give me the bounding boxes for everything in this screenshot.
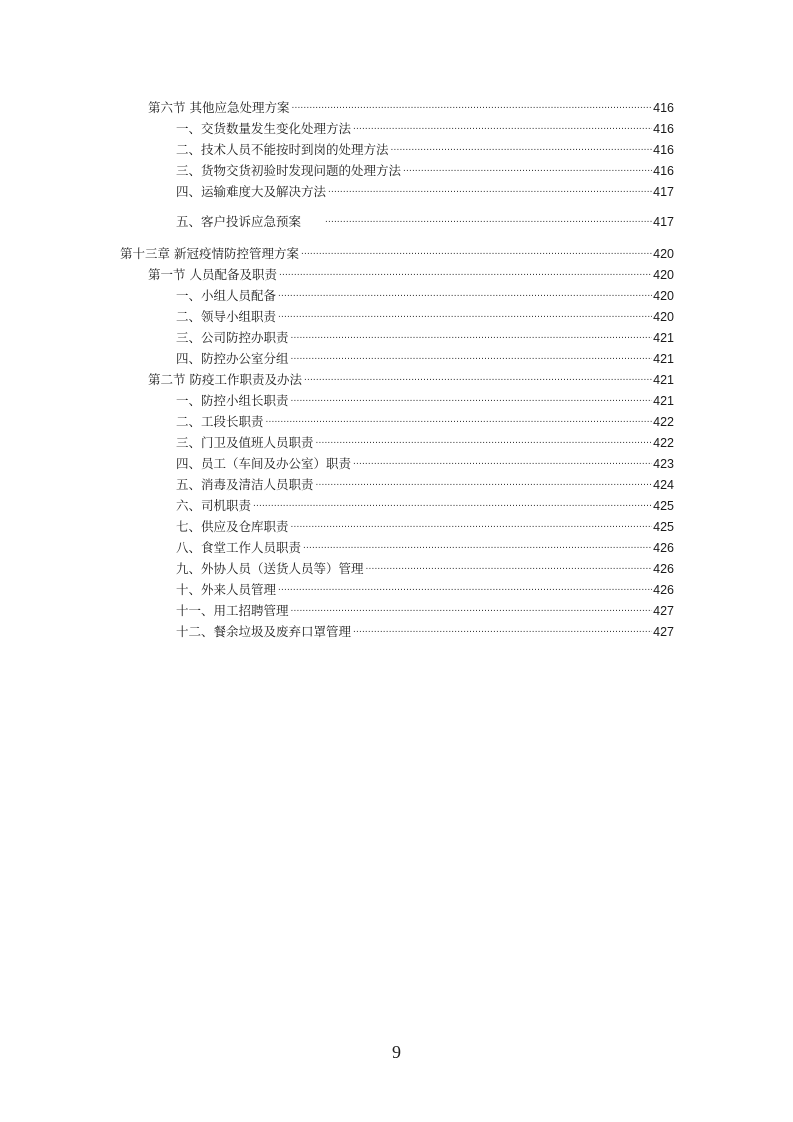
toc-entry-label: 十二、餐余垃圾及废弃口罩管理 (176, 624, 352, 639)
dot-leader (303, 540, 652, 556)
toc-item-entry[interactable] (176, 117, 674, 137)
toc-entry-page-number: 427 (653, 604, 674, 618)
toc-entry-page-number: 426 (653, 583, 674, 597)
dot-leader (266, 414, 653, 430)
dot-leader (353, 456, 652, 472)
toc-entry-page-number: 420 (653, 289, 674, 303)
toc-entry-label: 第六节 其他应急处理方案 (148, 100, 290, 115)
dot-leader (304, 372, 652, 388)
toc-entry-page-number: 421 (653, 352, 674, 366)
toc-entry-page-number: 416 (653, 122, 674, 136)
dot-leader (366, 561, 653, 577)
toc-item-entry[interactable] (176, 515, 674, 535)
dot-leader (279, 267, 652, 283)
toc-entry-page-number: 416 (653, 101, 674, 115)
toc-entry-label: 八、食堂工作人员职责 (176, 540, 302, 555)
toc-item-entry[interactable] (176, 578, 674, 598)
dot-leader (325, 214, 652, 230)
toc-entry-page-number: 423 (653, 457, 674, 471)
toc-entry-page-number: 421 (653, 373, 674, 387)
toc-item-entry[interactable] (176, 473, 674, 493)
toc-entry-page-number: 420 (653, 310, 674, 324)
page-number: 9 (392, 1042, 401, 1062)
dot-leader (301, 246, 652, 262)
toc-entry-page-number: 424 (653, 478, 674, 492)
toc-item-entry[interactable] (176, 599, 674, 619)
toc-item-entry[interactable] (176, 431, 674, 451)
toc-entry-page-number: 420 (653, 247, 674, 261)
dot-leader (278, 288, 652, 304)
toc-item-entry[interactable] (176, 284, 674, 304)
toc-entry-label: 第十三章 新冠疫情防控管理方案 (120, 246, 299, 261)
toc-item-entry[interactable] (176, 410, 674, 430)
toc-entry-label: 九、外协人员（送货人员等）管理 (176, 561, 364, 576)
dot-leader (291, 330, 653, 346)
toc-item-entry[interactable] (176, 138, 674, 158)
toc-item-entry[interactable] (176, 305, 674, 325)
toc-item-entry[interactable] (176, 557, 674, 577)
toc-entry-label: 一、交货数量发生变化处理方法 (176, 121, 352, 136)
dot-leader (316, 435, 653, 451)
toc-entry-label: 三、门卫及值班人员职责 (176, 435, 314, 450)
toc-entry-label: 二、领导小组职责 (176, 309, 277, 324)
toc-entry-label: 第一节 人员配备及职责 (148, 267, 277, 282)
toc-entry-label: 二、技术人员不能按时到岗的处理方法 (176, 142, 389, 157)
toc-entry-page-number: 422 (653, 415, 674, 429)
toc-entry-page-number: 427 (653, 625, 674, 639)
toc-entry-label: 四、防控办公室分组 (176, 351, 289, 366)
dot-leader (291, 351, 653, 367)
toc-item-entry[interactable] (176, 620, 674, 640)
toc-section-entry[interactable] (148, 96, 674, 116)
dot-leader (353, 121, 652, 137)
toc-entry-label: 三、公司防控办职责 (176, 330, 289, 345)
toc-entry-label: 三、货物交货初验时发现问题的处理方法 (176, 163, 402, 178)
dot-leader (291, 603, 653, 619)
dot-leader (291, 100, 652, 116)
toc-entry-page-number: 421 (653, 394, 674, 408)
toc-entry-page-number: 422 (653, 436, 674, 450)
toc-entry-page-number: 421 (653, 331, 674, 345)
toc-entry-label: 十一、用工招聘管理 (176, 603, 289, 618)
toc-entry-label: 七、供应及仓库职责 (176, 519, 289, 534)
dot-leader (353, 624, 652, 640)
toc-entry-page-number: 417 (653, 215, 674, 229)
toc-entry-page-number: 416 (653, 164, 674, 178)
toc-chapter-entry[interactable] (120, 242, 674, 262)
dot-leader (278, 582, 652, 598)
toc-entry-label: 五、消毒及清洁人员职责 (176, 477, 314, 492)
dot-leader (291, 393, 653, 409)
toc-item-entry[interactable] (176, 347, 674, 367)
toc-entry-label: 十、外来人员管理 (176, 582, 277, 597)
dot-leader (328, 184, 652, 200)
toc-entry-page-number: 420 (653, 268, 674, 282)
dot-leader (291, 519, 653, 535)
toc-item-entry[interactable] (176, 494, 674, 514)
toc-entry-page-number: 416 (653, 143, 674, 157)
toc-entry-label: 六、司机职责 (176, 498, 252, 513)
toc-item-entry[interactable] (176, 389, 674, 409)
toc-entry-label: 四、运输难度大及解决方法 (176, 184, 327, 199)
toc-entry-label: 一、小组人员配备 (176, 288, 277, 303)
toc-entry-label: 一、防控小组长职责 (176, 393, 289, 408)
toc-item-entry[interactable] (176, 326, 674, 346)
toc-item-entry[interactable] (176, 180, 674, 200)
toc-item-entry[interactable] (176, 210, 674, 230)
toc-entry-page-number: 417 (653, 185, 674, 199)
dot-leader (391, 142, 653, 158)
toc-entry-page-number: 425 (653, 520, 674, 534)
toc-entry-page-number: 426 (653, 562, 674, 576)
toc-item-entry[interactable] (176, 536, 674, 556)
toc-item-entry[interactable] (176, 159, 674, 179)
toc-item-entry[interactable] (176, 452, 674, 472)
toc-entry-page-number: 425 (653, 499, 674, 513)
toc-entry-label: 五、客户投诉应急预案 (176, 214, 302, 229)
toc-section-entry[interactable] (148, 263, 674, 283)
toc-entry-label: 四、员工（车间及办公室）职责 (176, 456, 352, 471)
toc-entry-page-number: 426 (653, 541, 674, 555)
toc-entry-label: 第二节 防疫工作职责及办法 (148, 372, 302, 387)
dot-leader (253, 498, 652, 514)
dot-leader (278, 309, 652, 325)
toc-entry-label: 二、工段长职责 (176, 414, 264, 429)
dot-leader (316, 477, 653, 493)
dot-leader (403, 163, 652, 179)
toc-section-entry[interactable] (148, 368, 674, 388)
